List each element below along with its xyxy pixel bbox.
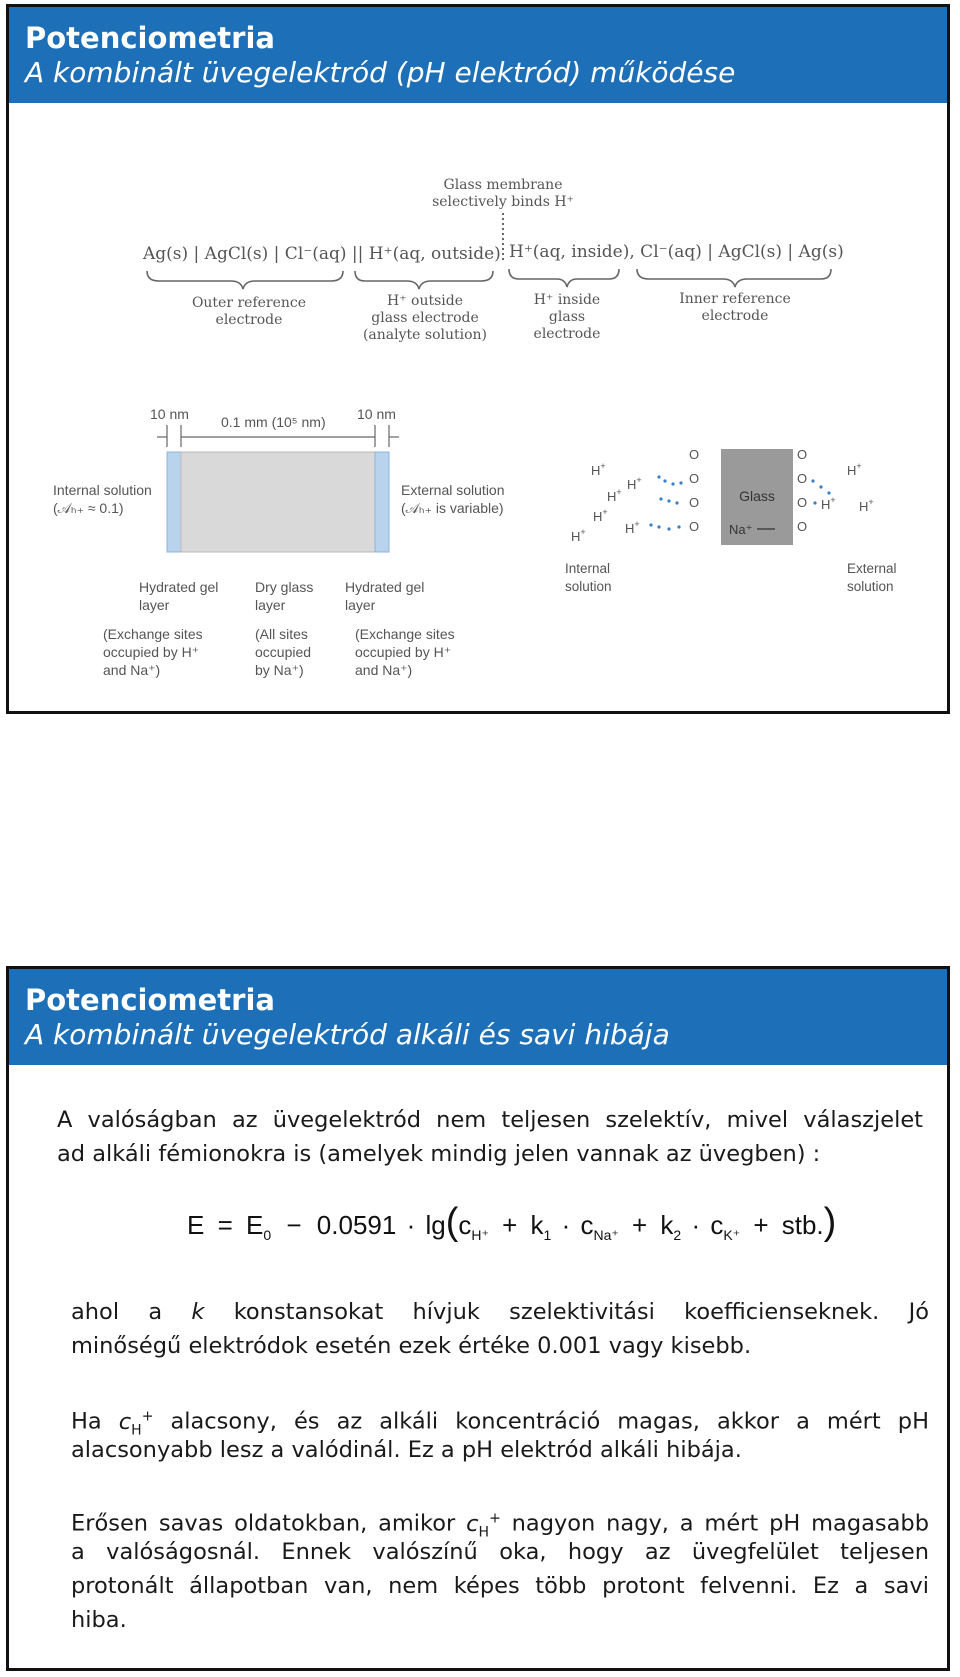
layer-label-1a: Hydrated gel xyxy=(139,579,219,595)
svg-text:H+: H+ xyxy=(591,461,606,478)
brace-label-inside-1: H⁺ inside xyxy=(533,292,601,308)
brace-label-inner-1: Inner reference xyxy=(679,291,791,307)
site-label-1a: (Exchange sites xyxy=(103,626,203,642)
brace-label-inner-2: electrode xyxy=(701,308,769,324)
dim-left-label: 10 nm xyxy=(150,406,189,422)
glass-internal-1: Internal xyxy=(565,561,611,576)
dim-center-label: 0.1 mm (10⁵ nm) xyxy=(221,414,326,430)
brace-label-inside-2: glass xyxy=(548,309,586,325)
glass-label: Glass xyxy=(739,488,775,504)
svg-text:O: O xyxy=(797,447,808,462)
slide-2-header xyxy=(9,969,947,1065)
svg-text:H+: H+ xyxy=(607,487,622,504)
paragraph-1 xyxy=(57,1103,923,1137)
layer-label-2b: layer xyxy=(255,597,286,613)
paragraph-4-line-2: a valóságosnál. Ennek valószínű oka, hogy az üvegfelület teljesen xyxy=(71,1539,929,1565)
slide-1 xyxy=(6,4,950,714)
dim-right-label: 10 nm xyxy=(357,406,396,422)
glass-internal-2: solution xyxy=(565,579,612,594)
layer-label-3a: Hydrated gel xyxy=(345,579,425,595)
site-label-1b: occupied by H⁺ xyxy=(103,644,200,660)
hydrated-gel-layer-left xyxy=(167,452,181,552)
svg-text:H+: H+ xyxy=(625,519,640,536)
site-label-3c: and Na⁺) xyxy=(355,662,413,678)
paragraph-4: Erősen savas oldatokban, amikor $c_H^+$ nagyon nagy, a mért pH magasabb xyxy=(71,1510,929,1540)
cell-notation-left: Ag(s) | AgCl(s) | Cl⁻(aq) || H⁺(aq, outside) xyxy=(143,244,501,264)
paragraph-4-line-3: protonált állapotban van, nem képes több protont felvenni. Ez a savi xyxy=(71,1573,929,1599)
svg-text:H+: H+ xyxy=(821,495,836,512)
svg-text:O: O xyxy=(689,447,700,462)
glass-ion-figure xyxy=(565,437,909,607)
glass-external-1: External xyxy=(847,561,897,576)
paragraph-2-line-2: minőségű elektródok esetén ezek értéke 0.001 vagy kisebb. xyxy=(71,1333,752,1359)
paragraph-2: ahol a k konstansokat hívjuk szelektivitási koefficienseknek. Jó xyxy=(71,1299,929,1325)
paragraph-1b xyxy=(57,1137,923,1171)
na-label: Na⁺ xyxy=(729,522,753,537)
site-label-3a: (Exchange sites xyxy=(355,626,455,642)
hydrated-gel-layer-right xyxy=(375,452,389,552)
glass-membrane-label: Glass membrane xyxy=(443,177,563,193)
slide-2-title: Potenciometria xyxy=(25,983,275,1017)
brace-label-outer-2: electrode xyxy=(215,312,283,328)
paragraph-1-line-2: ad alkáli fémionokra is (amelyek mindig jelen vannak az üvegben) : xyxy=(57,1141,821,1167)
site-label-2b: occupied xyxy=(255,644,312,660)
slide-2 xyxy=(6,966,950,1671)
svg-text:O: O xyxy=(689,519,700,534)
layer-label-3b: layer xyxy=(345,597,376,613)
layer-label-1b: layer xyxy=(139,597,170,613)
svg-text:H+: H+ xyxy=(859,497,874,514)
layer-label-2a: Dry glass xyxy=(255,579,314,595)
site-label-2c: by Na⁺) xyxy=(255,662,304,678)
paragraph-4-line-4: hiba. xyxy=(71,1607,127,1633)
glass-external-2: solution xyxy=(847,579,894,594)
site-label-1c: and Na⁺) xyxy=(103,662,161,678)
slide-2-subtitle: A kombinált üvegelektród alkáli és savi hibája xyxy=(25,1018,670,1051)
internal-solution-activity: (𝒜ₕ₊ ≈ 0.1) xyxy=(53,500,124,516)
svg-text:O: O xyxy=(797,471,808,486)
svg-text:H+: H+ xyxy=(847,461,862,478)
brace-label-inside-3: electrode xyxy=(533,326,601,342)
site-label-2a: (All sites xyxy=(255,626,308,642)
brace-label-outside-3: (analyte solution) xyxy=(362,327,488,343)
selectivity-equation: $E = E_0 - 0.0591 \cdot \lg(c_{H^+} + k_1 \cdot c_{Na^+} + k_2 \cdot c_{K^+} + stb.)$ xyxy=(187,1201,837,1244)
paragraph-1-line-1: A valóságban az üvegelektród nem teljesen szelektív, mivel válaszjelet xyxy=(57,1107,923,1133)
svg-text:O: O xyxy=(797,519,808,534)
svg-text:O: O xyxy=(797,495,808,510)
svg-text:H+: H+ xyxy=(571,527,586,544)
paragraph-3b xyxy=(71,1433,929,1467)
slide-1-subtitle: A kombinált üvegelektród (pH elektród) működése xyxy=(25,56,736,89)
slide-1-title: Potenciometria xyxy=(25,21,275,55)
internal-solution-label: Internal solution xyxy=(53,482,152,498)
glass-membrane-label-2: selectively binds H⁺ xyxy=(432,194,574,210)
paragraph-3: Ha $c_H^+$ alacsony, és az alkáli koncentráció magas, akkor a mért pH xyxy=(71,1408,930,1438)
dry-glass-layer xyxy=(181,452,375,552)
svg-text:O: O xyxy=(689,495,700,510)
paragraph-3-line-2: alacsonyabb lesz a valódinál. Ez a pH elektród alkáli hibája. xyxy=(71,1437,742,1463)
brace-label-outer-1: Outer reference xyxy=(191,295,307,311)
site-label-3b: occupied by H⁺ xyxy=(355,644,452,660)
paragraph-2b xyxy=(71,1329,929,1363)
external-solution-label: External solution xyxy=(401,482,505,498)
svg-text:H+: H+ xyxy=(627,475,642,492)
brace-label-outside-1: H⁺ outside xyxy=(386,293,464,309)
brace-label-outside-2: glass electrode xyxy=(371,310,479,326)
svg-text:O: O xyxy=(689,471,700,486)
svg-text:H+: H+ xyxy=(593,507,608,524)
cell-notation-right: H⁺(aq, inside), Cl⁻(aq) | AgCl(s) | Ag(s) xyxy=(509,242,844,262)
external-solution-activity: (𝒜ₕ₊ is variable) xyxy=(401,500,504,516)
